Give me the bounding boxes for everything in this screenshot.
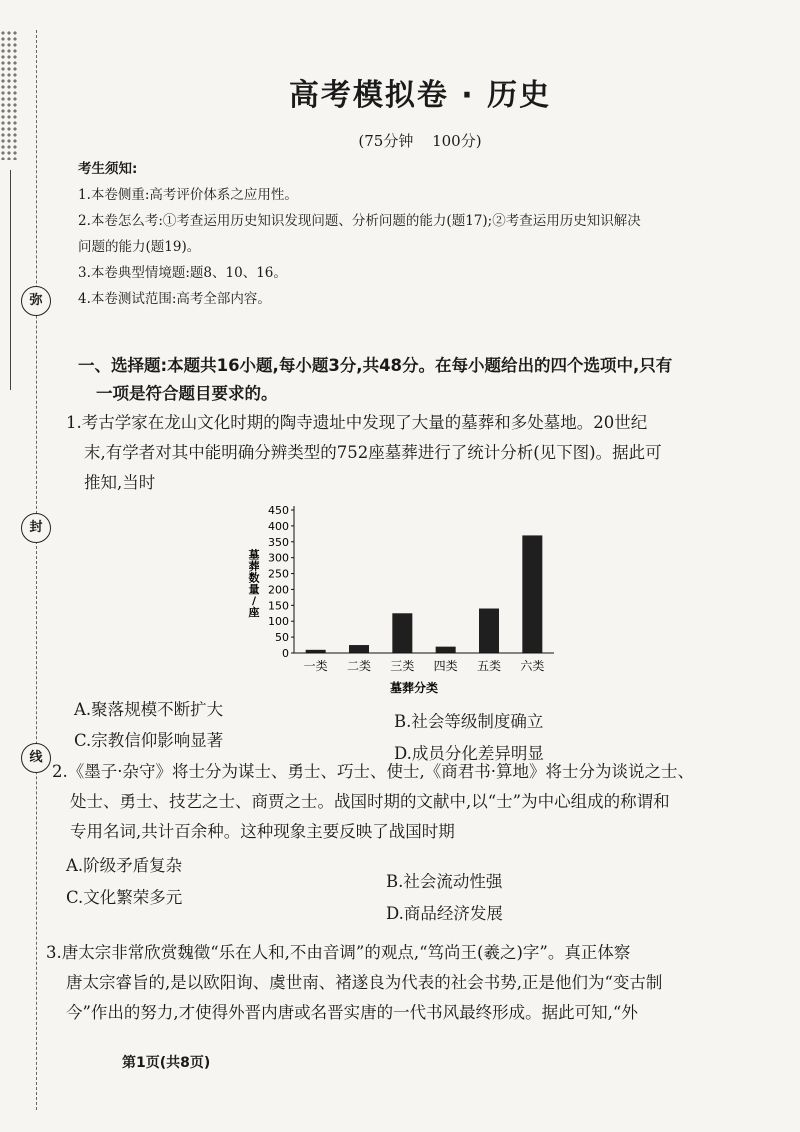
q2-option-a: A.阶级矛盾复杂 bbox=[66, 856, 183, 875]
question-2 bbox=[52, 757, 752, 847]
x-axis-label: 墓葬分类 bbox=[389, 681, 439, 695]
question-text-line: 今”作出的努力,才使得外晋内唐或名晋实唐的一代书风最终形成。据此可知,“外 bbox=[66, 1003, 638, 1022]
y-tick-label: 350 bbox=[268, 535, 289, 549]
question-text-line: 末,有学者对其中能明确分辨类型的752座墓葬进行了统计分析(见下图)。据此可 bbox=[84, 443, 662, 462]
y-tick-label: 250 bbox=[268, 567, 289, 581]
bar-2 bbox=[349, 645, 369, 653]
x-tick-label: 一类 bbox=[303, 659, 328, 673]
y-tick-label: 50 bbox=[275, 631, 289, 645]
seal-xian: 线 bbox=[21, 743, 51, 773]
q1-option-b: B.社会等级制度确立 bbox=[394, 712, 544, 731]
q2-option-b: B.社会流动性强 bbox=[386, 872, 503, 891]
x-tick-label: 六类 bbox=[520, 659, 545, 673]
question-text-line: 唐太宗睿旨的,是以欧阳询、虞世南、褚遂良为代表的社会书势,正是他们为“变古制 bbox=[66, 973, 663, 992]
q1-option-c: C.宗教信仰影响显著 bbox=[74, 731, 224, 750]
notice-item: 3.本卷典型情境题:题8、10、16。 bbox=[78, 265, 287, 281]
notice-item: 2.本卷怎么考:①考查运用历史知识发现问题、分析问题的能力(题17);②考查运用历史知识解决 bbox=[78, 213, 641, 229]
notice-item: 4.本卷测试范围:高考全部内容。 bbox=[78, 291, 271, 307]
section-heading-line: 一项是符合题目要求的。 bbox=[96, 384, 278, 403]
question-1 bbox=[66, 408, 756, 498]
x-tick-label: 三类 bbox=[390, 659, 415, 673]
bars bbox=[306, 535, 543, 653]
y-axis-label-group bbox=[249, 548, 260, 620]
y-tick-label: 200 bbox=[268, 583, 289, 597]
question-text-line: 专用名词,共计百余种。这种现象主要反映了战国时期 bbox=[70, 822, 455, 841]
question-text-line: 2.《墨子·杂守》将士分为谋士、勇士、巧士、使士,《商君书·算地》将士分为谈说之士、 bbox=[52, 762, 694, 781]
page-footer: 第1页(共8页) bbox=[122, 1055, 211, 1071]
y-tick-label: 300 bbox=[268, 551, 289, 565]
y-tick-label: 450 bbox=[268, 504, 289, 517]
y-tick-label: 150 bbox=[268, 599, 289, 613]
section-heading bbox=[78, 352, 768, 408]
q1-option-a: A.聚落规模不断扩大 bbox=[74, 700, 224, 719]
x-tick-label: 五类 bbox=[476, 659, 502, 673]
bar-5 bbox=[479, 609, 499, 653]
binding-dashed-line bbox=[36, 30, 37, 1110]
notice-item: 问题的能力(题19)。 bbox=[78, 239, 201, 255]
bar-4 bbox=[436, 647, 456, 653]
question-text-line: 处士、勇士、技艺之士、商贾之士。战国时期的文献中,以“士”为中心组成的称谓和 bbox=[70, 792, 670, 811]
section-heading-line: 一、选择题:本题共16小题,每小题3分,共48分。在每小题给出的四个选项中,只有 bbox=[78, 356, 673, 375]
question-text-line: 1.考古学家在龙山文化时期的陶寺遗址中发现了大量的墓葬和多处墓地。20世纪 bbox=[66, 413, 648, 432]
bar-3 bbox=[392, 613, 412, 653]
notice-title: 考生须知: bbox=[78, 161, 138, 177]
q1-option-d: D.成员分化差异明显 bbox=[394, 744, 544, 763]
y-tick-label: 400 bbox=[268, 519, 289, 533]
bar-6 bbox=[522, 535, 542, 653]
exam-duration-score: (75分钟 100分) bbox=[358, 132, 482, 150]
question-text-line: 推知,当时 bbox=[84, 473, 156, 492]
x-ticks bbox=[304, 658, 545, 673]
burial-bar-chart bbox=[236, 498, 576, 698]
y-axis-label: 墓葬数量/座 bbox=[248, 548, 260, 619]
seal-feng: 封 bbox=[21, 513, 51, 543]
q2-option-c: C.文化繁荣多元 bbox=[66, 888, 183, 907]
notice-item: 1.本卷侧重:高考评价体系之应用性。 bbox=[78, 187, 298, 203]
y-ticks bbox=[268, 504, 294, 660]
question-text-line: 3.唐太宗非常欣赏魏徵“乐在人和,不由音调”的观点,“笃尚王(羲之)字”。真正体察 bbox=[46, 943, 631, 962]
y-tick-label: 100 bbox=[268, 615, 289, 629]
q2-option-d: D.商品经济发展 bbox=[386, 904, 503, 923]
question-3 bbox=[46, 938, 756, 1028]
y-tick-label: 0 bbox=[282, 647, 289, 660]
page-title: 高考模拟卷 · 历史 bbox=[288, 78, 552, 113]
notice-block bbox=[78, 156, 768, 312]
x-tick-label: 四类 bbox=[433, 659, 458, 673]
seal-mi: 弥 bbox=[21, 286, 51, 316]
binding-solid-line bbox=[10, 170, 11, 390]
x-tick-label: 二类 bbox=[346, 659, 372, 673]
